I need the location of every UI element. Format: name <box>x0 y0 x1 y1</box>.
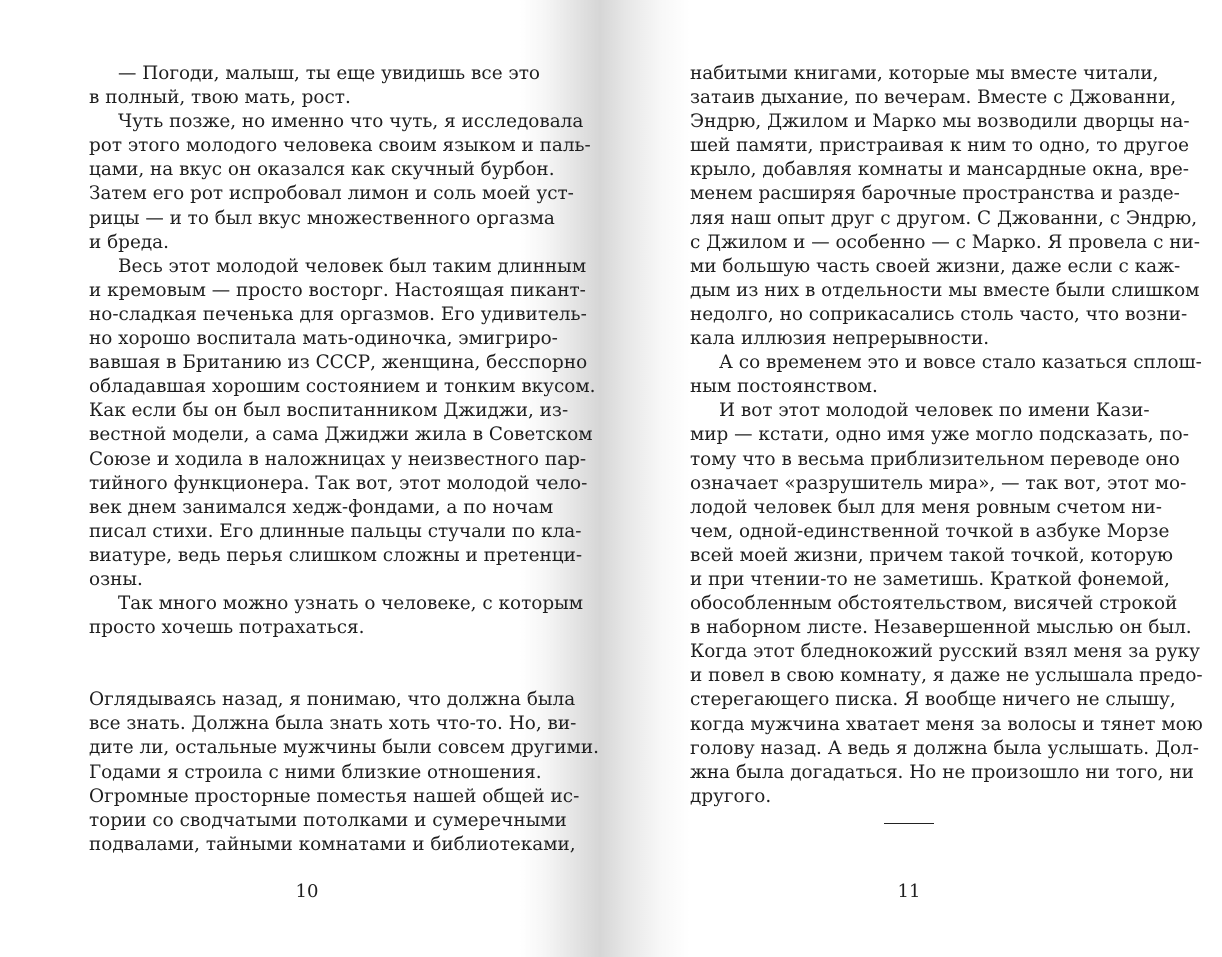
paragraph <box>690 351 1202 399</box>
text-line: в наборном листе. Незавершенной мыслью он был. <box>690 617 1192 639</box>
text-line: обособленным обстоятельством, висячей строкой <box>690 593 1178 615</box>
text-line: дым из них в отдельности мы вместе были слишком <box>690 279 1200 301</box>
text-line: жна была догадаться. Но не произошло ни того, ни <box>690 761 1194 783</box>
text-line: затаив дыхание, по вечерам. Вместе с Джованни, <box>690 87 1177 109</box>
text-line: рицы — и то был вкус множественного оргазма <box>89 207 555 229</box>
text-line: означает «разрушитель мира», — так вот, этот мо- <box>690 472 1187 494</box>
text-line: Затем его рот испробовал лимон и соль моей уст- <box>89 183 574 205</box>
paragraph <box>690 62 1200 351</box>
text-line: и бреда. <box>89 231 169 253</box>
text-line: рот этого молодого человека своим языком и паль- <box>89 135 591 157</box>
text-line: тийного функционера. Так вот, этот молодой чело- <box>89 472 588 494</box>
text-line: писал стихи. Его длинные пальцы стучали по кла- <box>89 520 582 542</box>
paragraph <box>89 592 584 640</box>
text-line: в полный, твою мать, рост. <box>89 87 351 109</box>
paragraph <box>89 62 540 110</box>
text-line: с Джилом и — особенно — с Марко. Я провела с ни- <box>690 231 1200 253</box>
text-line: ми большую часть своей жизни, даже если с каж- <box>690 255 1181 277</box>
paragraph <box>89 110 591 255</box>
text-line: и кремовым — просто восторг. Настоящая пикант- <box>89 279 586 301</box>
text-line: Союзе и ходила в наложницах у неизвестного пар- <box>89 448 587 470</box>
text-line: обладавшая хорошим состоянием и тонким вкусом. <box>89 376 596 398</box>
paragraph <box>89 688 599 857</box>
page-number-right: 11 <box>897 881 921 902</box>
text-line: Когда этот бледнокожий русский взял меня за руку <box>690 641 1200 663</box>
text-line: стерегающего писка. Я вообще ничего не слышу, <box>690 689 1176 711</box>
text-line: подвалами, тайными комнатами и библиотеками, <box>89 833 576 855</box>
text-line: шей памяти, пристраивая к ним то одно, то другое <box>690 135 1189 157</box>
text-line: — Погоди, малыш, ты еще увидишь все это <box>118 63 540 84</box>
text-line: цами, на вкус он оказался как скучный бурбон. <box>89 159 555 181</box>
text-line: но-сладкая печенька для оргазмов. Его удивитель- <box>89 303 587 325</box>
text-line: дите ли, остальные мужчины были совсем другими. <box>89 737 599 759</box>
text-line: мир — кстати, одно имя уже могло подсказать, по- <box>690 424 1189 446</box>
text-line: Оглядываясь назад, я понимаю, что должна была <box>89 689 576 711</box>
text-line: крыло, добавляя комнаты и мансардные окна, вре- <box>690 159 1189 181</box>
text-line: голову назад. А ведь я должна была услышать. Дол- <box>690 737 1199 759</box>
text-line: набитыми книгами, которые мы вместе читали, <box>690 63 1159 84</box>
page-number-left: 10 <box>295 881 319 902</box>
text-line: все знать. Должна была знать хоть что-то. Но, ви- <box>89 713 577 735</box>
text-line: другого. <box>690 785 772 807</box>
text-line: А со временем это и вовсе стало казаться сплош- <box>719 352 1202 374</box>
text-line: когда мужчина хватает меня за волосы и тянет мою <box>690 713 1203 735</box>
text-line: и повел в свою комнату, я даже не услышала предо- <box>690 665 1203 687</box>
text-line: Чуть позже, но именно что чуть, я исследовала <box>118 111 584 133</box>
text-line: Так много можно узнать о человеке, с которым <box>118 593 584 615</box>
text-line: кала иллюзия непрерывности. <box>690 328 990 350</box>
text-line: Как если бы он был воспитанником Джиджи, из- <box>89 400 569 422</box>
text-line: ляя наш опыт друг с другом. С Джованни, с Эндрю, <box>690 207 1198 229</box>
text-line: чем, одной-единственной точкой в азбуке Морзе <box>690 520 1170 542</box>
text-line: менем расширяя барочные пространства и разде- <box>690 183 1180 205</box>
section-separator-rule <box>884 823 934 824</box>
text-line: всей моей жизни, причем такой точкой, которую <box>690 544 1174 566</box>
left-page <box>89 62 599 857</box>
paragraph <box>89 255 596 592</box>
text-line: Весь этот молодой человек был таким длинным <box>118 255 587 277</box>
text-line: вавшая в Британию из СССР, женщина, бесспорно <box>89 352 588 374</box>
text-line: Эндрю, Джилом и Марко мы возводили дворцы на- <box>690 111 1190 133</box>
text-line: И вот этот молодой человек по имени Кази- <box>719 400 1150 422</box>
text-line: виатуре, ведь перья слишком сложны и претенци- <box>89 544 583 566</box>
text-line: Огромные просторные поместья нашей общей ис- <box>89 785 580 807</box>
text-line: вестной модели, а сама Джиджи жила в Советском <box>89 424 593 446</box>
text-line: и при чтении-то не заметишь. Краткой фонемой, <box>690 568 1170 590</box>
text-line: просто хочешь потрахаться. <box>89 617 365 639</box>
right-page <box>690 62 1203 824</box>
section-break <box>89 640 525 688</box>
paragraph <box>690 399 1203 809</box>
text-line: недолго, но соприкасались столь часто, что возни- <box>690 303 1188 325</box>
text-line: тому что в весьма приблизительном переводе оно <box>690 448 1180 470</box>
text-line: Годами я строила с ними близкие отношения. <box>89 761 542 783</box>
text-line: тории со сводчатыми потолками и сумеречными <box>89 809 567 831</box>
text-line: лодой человек был для меня ровным счетом ни- <box>690 496 1162 518</box>
text-line: ным постоянством. <box>690 376 878 398</box>
text-line: век днем занимался хедж-фондами, а по ночам <box>89 496 554 518</box>
text-line: но хорошо воспитала мать-одиночка, эмигриро- <box>89 328 558 350</box>
text-line: озны. <box>89 568 143 590</box>
